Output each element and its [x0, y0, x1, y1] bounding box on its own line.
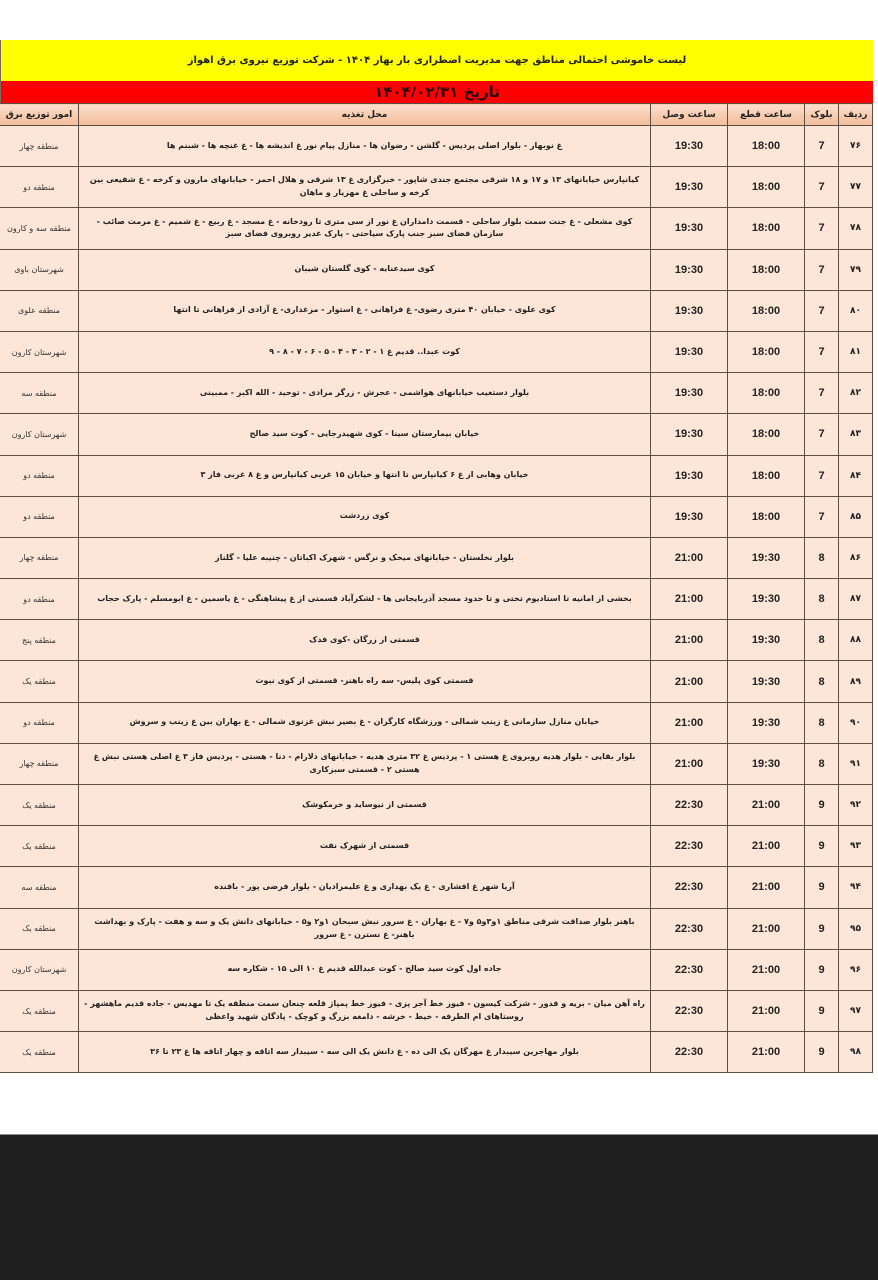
block-number: 8	[805, 661, 839, 702]
cut-time: 18:00	[728, 496, 805, 537]
table-row	[0, 826, 873, 867]
connect-time: 22:30	[651, 785, 728, 826]
block-number: 7	[805, 249, 839, 290]
table-row	[0, 949, 873, 990]
distribution-office: منطقه دو	[0, 455, 79, 496]
cut-time: 19:30	[728, 620, 805, 661]
cut-time: 18:00	[728, 208, 805, 249]
cut-time: 19:30	[728, 579, 805, 620]
block-number: 8	[805, 620, 839, 661]
row-number: ۹۱	[839, 743, 873, 784]
connect-time: 22:30	[651, 826, 728, 867]
cut-time: 19:30	[728, 702, 805, 743]
table-row	[0, 455, 873, 496]
cut-time: 21:00	[728, 785, 805, 826]
feed-location: بخشی از امانیه تا استادیوم تختی و تا حدود مسجد آذربایجانی ها - لشکرآباد قسمتی از غ پیشاهنگی - غ یاسمین - غ ابومسلم - پارک حجاب	[79, 579, 651, 620]
row-number: ۸۴	[839, 455, 873, 496]
distribution-office: منطقه یک	[0, 826, 79, 867]
feed-location: کیانپارس خیابانهای ۱۳ و ۱۷ و ۱۸ شرقی مجتمع جندی شاپور - خبرگزاری غ ۱۳ شرقی و هلال احمر - خیابانهای مارون و کرخه - غ شفیعی بین کرخه و ساحلی غ مهزیار و ماهان	[79, 167, 651, 208]
block-number: 9	[805, 867, 839, 908]
block-number: 7	[805, 373, 839, 414]
feed-location: آریا شهر غ افشاری - غ یک بهداری و غ علیمرادیان - بلوار فرضی پور - بافنده	[79, 867, 651, 908]
feed-location: قسمتی از شهرک نفت	[79, 826, 651, 867]
connect-time: 19:30	[651, 290, 728, 331]
table-row	[0, 785, 873, 826]
block-number: 9	[805, 826, 839, 867]
block-number: 8	[805, 537, 839, 578]
connect-time: 22:30	[651, 990, 728, 1031]
connect-time: 21:00	[651, 537, 728, 578]
distribution-office: منطقه سه	[0, 867, 79, 908]
row-number: ۷۷	[839, 167, 873, 208]
table-row	[0, 167, 873, 208]
block-number: 8	[805, 702, 839, 743]
distribution-office: منطقه پنج	[0, 620, 79, 661]
table-row	[0, 990, 873, 1031]
cut-time: 21:00	[728, 867, 805, 908]
feed-location: خیابان منازل سازمانی غ زینب شمالی - ورزشگاه کارگران - غ بصیر نبش غزنوی شمالی - غ بهاران بین غ زینب و سروش	[79, 702, 651, 743]
cut-time: 18:00	[728, 331, 805, 372]
cut-time: 18:00	[728, 414, 805, 455]
distribution-office: شهرستان کارون	[0, 331, 79, 372]
block-number: 7	[805, 414, 839, 455]
feed-location: راه آهن میان - بریه و قدور - شرکت کیسون - فیوز خط آجر پزی - فیوز خط پمپاژ قلعه چنعان سمت منطقه یک تا مهدیس - جاده قدیم ماهشهر - روستاهای ام الطرفه - خیط - خرشه - دامغه بزرگ و کوچک - پادگان شهید واعظی	[79, 990, 651, 1031]
distribution-office: شهرستان کارون	[0, 414, 79, 455]
schedule-title: لیست خاموشی احتمالی مناطق جهت مدیریت اضطراری بار بهار ۱۴۰۴ - شرکت توزیع نیروی برق اهواز	[0, 40, 873, 81]
distribution-office: منطقه دو	[0, 702, 79, 743]
cut-time: 21:00	[728, 1032, 805, 1073]
table-row	[0, 331, 873, 372]
row-number: ۹۲	[839, 785, 873, 826]
distribution-office: شهرستان کارون	[0, 949, 79, 990]
feed-location: قسمتی از نیوساید و خرمکوشک	[79, 785, 651, 826]
table-row	[0, 208, 873, 249]
distribution-office: منطقه سه و کارون	[0, 208, 79, 249]
feed-location: کوی مشعلی - غ جنت سمت بلوار ساحلی - قسمت دامداران غ نور از سی متری تا رودخانه - غ مسجد - غ ربیع - غ شمیم - غ مرمت صائب - سازمان فضای سبز جنب پارک سیاحتی - پارک غدیر روبروی فضای سبز	[79, 208, 651, 249]
connect-time: 22:30	[651, 949, 728, 990]
distribution-office: شهرستان باوی	[0, 249, 79, 290]
feed-location: بلوار نخلستان - خیابانهای میخک و نرگس - شهرک اکباتان - چنیبه علیا - گلناز	[79, 537, 651, 578]
row-number: ۸۶	[839, 537, 873, 578]
connect-time: 22:30	[651, 908, 728, 949]
table-row	[0, 702, 873, 743]
distribution-office: منطقه دو	[0, 496, 79, 537]
row-number: ۹۶	[839, 949, 873, 990]
cut-time: 21:00	[728, 949, 805, 990]
row-number: ۹۴	[839, 867, 873, 908]
cut-time: 21:00	[728, 908, 805, 949]
distribution-office: منطقه علوی	[0, 290, 79, 331]
outage-schedule-sheet	[0, 40, 873, 1073]
viewer-bottom-bar	[0, 1134, 878, 1280]
feed-location: خیابان وهابی از غ ۶ کیانپارس تا انتها و خیابان ۱۵ غربی کیانپارس و غ ۸ غربی فاز ۳	[79, 455, 651, 496]
distribution-office: منطقه دو	[0, 579, 79, 620]
feed-location: قسمتی کوی پلیس- سه راه باهنر- قسمتی از کوی نبوت	[79, 661, 651, 702]
row-number: ۸۵	[839, 496, 873, 537]
row-number: ۸۸	[839, 620, 873, 661]
block-number: 7	[805, 331, 839, 372]
connect-time: 21:00	[651, 579, 728, 620]
block-number: 8	[805, 743, 839, 784]
column-header-radif: ردیف	[839, 104, 873, 126]
distribution-office: منطقه چهار	[0, 743, 79, 784]
table-row	[0, 579, 873, 620]
block-number: 9	[805, 1032, 839, 1073]
connect-time: 19:30	[651, 208, 728, 249]
distribution-office: منطقه یک	[0, 661, 79, 702]
cut-time: 18:00	[728, 249, 805, 290]
feed-location: باهنر بلوار صداقت شرقی مناطق ۱و۳و۵ و۷ - غ بهاران - غ سرور نبش سبحان ۱و۲ و۵ - خیابانهای دانش یک و سه و هفت - پارک و بهداشت باهنر- غ نسترن - غ سرور	[79, 908, 651, 949]
distribution-office: منطقه یک	[0, 990, 79, 1031]
row-number: ۷۶	[839, 126, 873, 167]
column-header-connect-time: ساعت وصل	[651, 104, 728, 126]
cut-time: 18:00	[728, 167, 805, 208]
distribution-office: منطقه سه	[0, 373, 79, 414]
feed-location: کوی سیدعنایه - کوی گلستان شیبان	[79, 249, 651, 290]
column-header-cut-time: ساعت قطع	[728, 104, 805, 126]
connect-time: 22:30	[651, 867, 728, 908]
column-header-office: امور توزیع برق	[0, 104, 79, 126]
connect-time: 19:30	[651, 331, 728, 372]
table-row	[0, 1032, 873, 1073]
connect-time: 19:30	[651, 167, 728, 208]
cut-time: 19:30	[728, 661, 805, 702]
cut-time: 18:00	[728, 290, 805, 331]
row-number: ۹۳	[839, 826, 873, 867]
connect-time: 19:30	[651, 496, 728, 537]
table-row	[0, 661, 873, 702]
connect-time: 19:30	[651, 414, 728, 455]
feed-location: خیابان بیمارستان سینا - کوی شهیدرجایی - کوت سید صالح	[79, 414, 651, 455]
table-row	[0, 249, 873, 290]
column-header-location: محل تغذیه	[79, 104, 651, 126]
table-row	[0, 290, 873, 331]
connect-time: 19:30	[651, 126, 728, 167]
block-number: 7	[805, 126, 839, 167]
block-number: 7	[805, 290, 839, 331]
cut-time: 21:00	[728, 990, 805, 1031]
block-number: 7	[805, 455, 839, 496]
row-number: ۷۸	[839, 208, 873, 249]
connect-time: 21:00	[651, 620, 728, 661]
table-row	[0, 743, 873, 784]
table-row	[0, 373, 873, 414]
distribution-office: منطقه چهار	[0, 537, 79, 578]
block-number: 9	[805, 908, 839, 949]
cut-time: 18:00	[728, 373, 805, 414]
connect-time: 21:00	[651, 661, 728, 702]
feed-location: قسمتی از زرگان -کوی فدک	[79, 620, 651, 661]
block-number: 7	[805, 208, 839, 249]
row-number: ۹۵	[839, 908, 873, 949]
block-number: 9	[805, 949, 839, 990]
row-number: ۷۹	[839, 249, 873, 290]
connect-time: 19:30	[651, 373, 728, 414]
feed-location: کوت عبدا.. قدیم غ ۱ - ۲ - ۳ - ۴ - ۵ - ۶ - ۷ - ۸ - ۹	[79, 331, 651, 372]
row-number: ۸۱	[839, 331, 873, 372]
row-number: ۸۲	[839, 373, 873, 414]
row-number: ۹۰	[839, 702, 873, 743]
cut-time: 18:00	[728, 126, 805, 167]
column-header-block: بلوک	[805, 104, 839, 126]
table-header-row	[0, 104, 873, 126]
cut-time: 19:30	[728, 743, 805, 784]
block-number: 9	[805, 990, 839, 1031]
connect-time: 21:00	[651, 743, 728, 784]
block-number: 7	[805, 496, 839, 537]
connect-time: 19:30	[651, 249, 728, 290]
cut-time: 19:30	[728, 537, 805, 578]
distribution-office: منطقه چهار	[0, 126, 79, 167]
table-row	[0, 496, 873, 537]
table-row	[0, 867, 873, 908]
row-number: ۹۸	[839, 1032, 873, 1073]
connect-time: 19:30	[651, 455, 728, 496]
row-number: ۸۷	[839, 579, 873, 620]
feed-location: بلوار مهاجرین سیبدار غ مهرگان یک الی ده - غ دانش یک الی سه - سیبدار سه اتاقه و چهار اتاقه ها غ ۲۳ تا ۳۶	[79, 1032, 651, 1073]
feed-location: کوی زردشت	[79, 496, 651, 537]
feed-location: بلوار دستغیب خیابانهای هواشمی - عجرش - زرگر مرادی - توحید - الله اکبر - ممبینی	[79, 373, 651, 414]
row-number: ۸۹	[839, 661, 873, 702]
row-number: ۸۰	[839, 290, 873, 331]
outage-table	[0, 103, 873, 1073]
table-row	[0, 537, 873, 578]
connect-time: 22:30	[651, 1032, 728, 1073]
connect-time: 21:00	[651, 702, 728, 743]
row-number: ۸۳	[839, 414, 873, 455]
schedule-date: تاریخ ۱۴۰۴/۰۲/۳۱	[0, 81, 873, 103]
table-row	[0, 414, 873, 455]
block-number: 8	[805, 579, 839, 620]
block-number: 7	[805, 167, 839, 208]
distribution-office: منطقه یک	[0, 785, 79, 826]
feed-location: کوی علوی - خیابان ۴۰ متری رضوی- غ فراهانی - غ استوار - مرغداری- غ آزادی از فراهانی تا انتها	[79, 290, 651, 331]
distribution-office: منطقه یک	[0, 908, 79, 949]
distribution-office: منطقه دو	[0, 167, 79, 208]
row-number: ۹۷	[839, 990, 873, 1031]
table-row	[0, 126, 873, 167]
table-row	[0, 908, 873, 949]
feed-location: جاده اول کوت سید صالح - کوت عبدالله قدیم غ ۱۰ الی ۱۵ - شکاره سه	[79, 949, 651, 990]
cut-time: 21:00	[728, 826, 805, 867]
table-row	[0, 620, 873, 661]
cut-time: 18:00	[728, 455, 805, 496]
block-number: 9	[805, 785, 839, 826]
feed-location: بلوار بقایی - بلوار هدیه روبروی غ هستی ۱ - پردیس غ ۳۲ متری هدیه - خیابانهای دلارام - دنا - هستی - پردیس فاز ۳ غ اصلی هستی نبش غ هستی ۲ - قسمتی سبزکاری	[79, 743, 651, 784]
distribution-office: منطقه یک	[0, 1032, 79, 1073]
feed-location: غ نوبهار - بلوار اصلی پردیس - گلشن - رضوان ها - منازل پیام نور غ اندیشه ها - غ غنچه ها - شبنم ها	[79, 126, 651, 167]
